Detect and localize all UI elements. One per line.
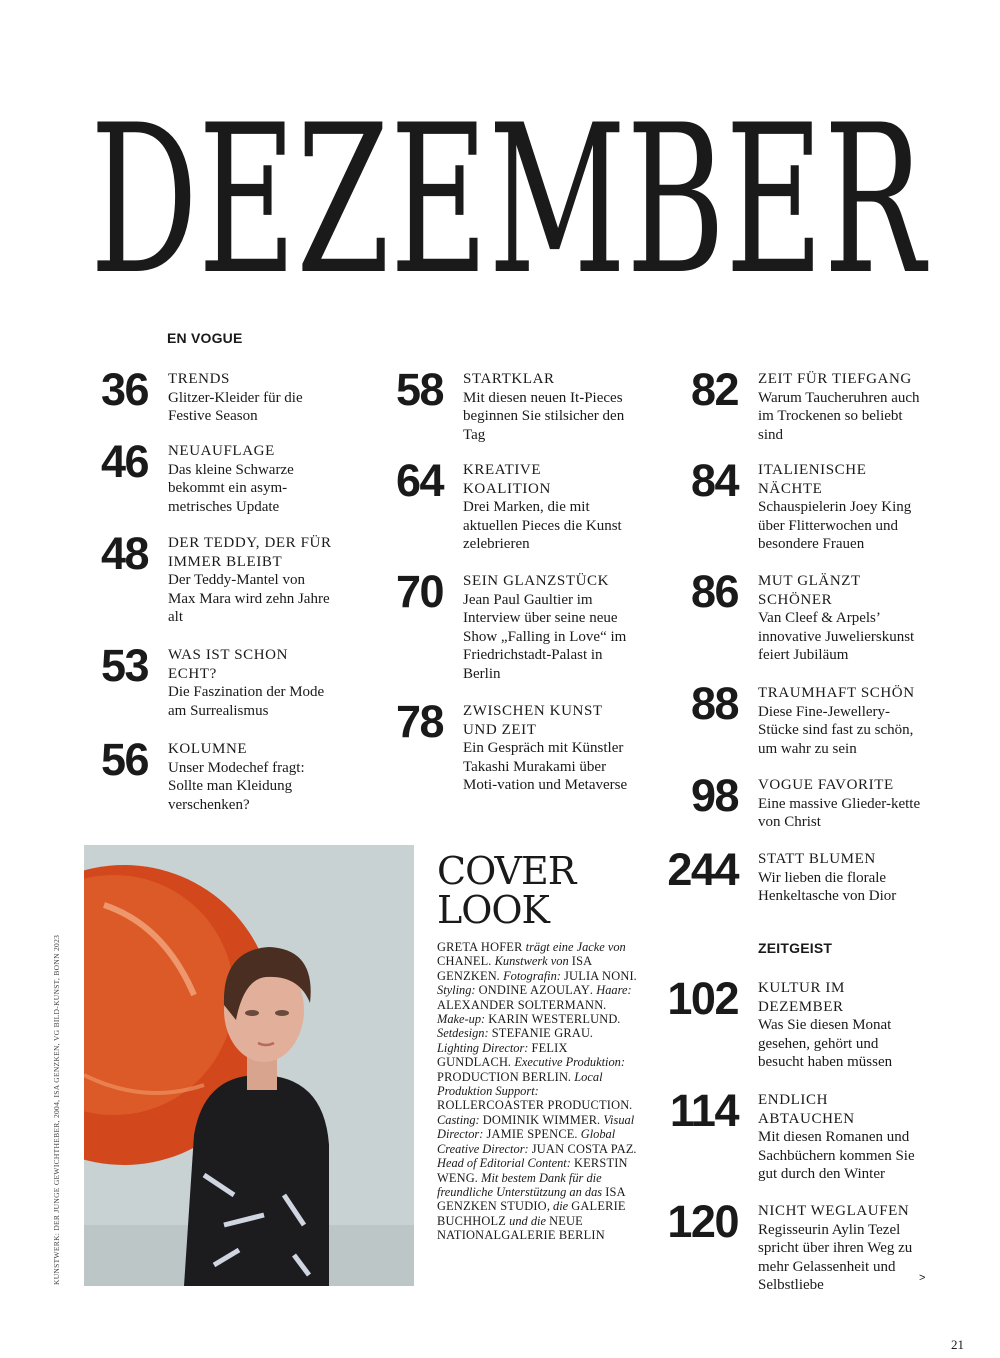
entry-title: WAS IST SCHON ECHT? bbox=[168, 647, 289, 682]
entry-title: MUT GLÄNZT SCHÖNER bbox=[758, 573, 861, 608]
credit-fragment: . Mit bestem Dank für die freundliche Unterstützung an das bbox=[437, 1170, 606, 1199]
credit-fragment: GRETA HOFER bbox=[437, 940, 523, 954]
credit-fragment: KARIN WESTERLUND bbox=[488, 1012, 618, 1027]
entry-title: ENDLICH ABTAUCHEN bbox=[758, 1092, 855, 1127]
entry-title: TRAUMHAFT SCHÖN bbox=[758, 685, 915, 701]
page-number-label: 48 bbox=[100, 528, 148, 579]
credit-fragment: . Casting: bbox=[437, 1098, 633, 1127]
page-number-label: 84 bbox=[690, 455, 738, 506]
entry-title: KULTUR IM DEZEMBER bbox=[758, 980, 845, 1015]
entry-description: Drei Marken, die mit aktuellen Pieces die Kunst zelebrieren bbox=[463, 499, 622, 553]
entry-description: Das kleine Schwarze bekommt ein asym-metrisches Update bbox=[168, 461, 294, 515]
credit-fragment: JUAN COSTA PAZ bbox=[531, 1141, 634, 1156]
credit-fragment: . Kunstwerk von bbox=[488, 954, 572, 969]
entry-description: Diese Fine-Jewellery-Stücke sind fast zu schön, um wahr zu sein bbox=[758, 703, 914, 757]
credit-fragment: KERSTIN WENG bbox=[437, 1156, 628, 1185]
page-number-label: 36 bbox=[100, 364, 148, 415]
page-number-label: 70 bbox=[395, 566, 443, 617]
credit-fragment: , die bbox=[546, 1199, 572, 1214]
credit-fragment: ISA GENZKEN bbox=[437, 954, 592, 983]
next-page-arrow: > bbox=[919, 1272, 926, 1284]
credit-fragment: . Head of Editorial Content: bbox=[437, 1141, 637, 1171]
page-number-label: 98 bbox=[690, 770, 738, 821]
entry-title: DER TEDDY, DER FÜR IMMER BLEIBT bbox=[168, 535, 332, 570]
credit-fragment: FELIX GUNDLACH bbox=[437, 1040, 568, 1070]
page-number-label: 78 bbox=[395, 696, 443, 747]
entry-description: Ein Gespräch mit Künstler Takashi Murakami über Moti-vation und Metaverse bbox=[463, 740, 628, 794]
credit-fragment: . Setdesign: bbox=[437, 1012, 621, 1041]
credit-fragment: PRODUCTION BERLIN bbox=[437, 1069, 569, 1084]
entry-title: ITALIENISCHE NÄCHTE bbox=[758, 462, 867, 497]
entry-title: ZEIT FÜR TIEFGANG bbox=[758, 371, 912, 387]
credit-fragment: DOMINIK WIMMER bbox=[482, 1112, 598, 1127]
entry-description: Was Sie diesen Monat gesehen, gehört und besucht haben müssen bbox=[758, 1017, 893, 1071]
entry-title: STARTKLAR bbox=[463, 371, 555, 387]
entry-description: Die Faszination der Mode am Surrealismus bbox=[168, 684, 325, 719]
credit-fragment: trägt eine Jacke von bbox=[522, 940, 626, 954]
credit-fragment: . Local Produktion Support: bbox=[437, 1069, 603, 1099]
credit-fragment: ONDINE AZOULAY bbox=[478, 983, 591, 998]
entry-description: Unser Modechef fragt: Sollte man Kleidung verschenken? bbox=[168, 759, 305, 813]
vertical-photo-credit: KUNSTWERK: DER JUNGE GEWICHTHEBER, 2004, ISA GENZKEN, VG BILD-KUNST, BONN 2023 bbox=[52, 934, 61, 1285]
entry-description: Der Teddy-Mantel von Max Mara wird zehn Jahre alt bbox=[168, 572, 330, 626]
entry-description: Mit diesen neuen It-Pieces beginnen Sie stilsicher den Tag bbox=[463, 389, 625, 443]
cover-look-title: COVER LOOK bbox=[437, 849, 576, 932]
page-number-label: 120 bbox=[667, 1196, 738, 1247]
credit-fragment: ROLLERCOASTER PRODUCTION bbox=[437, 1098, 630, 1113]
credit-fragment: GALERIE BUCHHOLZ bbox=[437, 1199, 626, 1228]
entry-title: KOLUMNE bbox=[168, 741, 248, 757]
entry-description: Mit diesen Romanen und Sachbüchern kommen Sie gut durch den Winter bbox=[758, 1129, 915, 1183]
cover-photo bbox=[84, 845, 414, 1286]
credit-fragment: . Fotografin: bbox=[496, 968, 565, 983]
page-number-label: 82 bbox=[690, 364, 738, 415]
entry-description: Regisseurin Aylin Tezel spricht über ihren Weg zu mehr Gelassenheit und Selbstliebe bbox=[758, 1221, 913, 1294]
page-number-label: 56 bbox=[100, 734, 148, 785]
credit-fragment: CHANEL bbox=[437, 954, 489, 969]
credit-fragment: . Haare: bbox=[590, 983, 632, 998]
entry-description: Warum Taucheruhren auch im Trockenen so beliebt sind bbox=[758, 389, 920, 443]
credit-fragment: und die bbox=[506, 1213, 550, 1228]
page-number-label: 114 bbox=[669, 1085, 738, 1136]
entry-title: NICHT WEGLAUFEN bbox=[758, 1203, 910, 1219]
section-label-zeitgeist: ZEITGEIST bbox=[758, 940, 833, 956]
entry-title: TRENDS bbox=[168, 371, 230, 387]
entry-title: VOGUE FAVORITE bbox=[758, 777, 894, 793]
page-number-label: 58 bbox=[395, 364, 443, 415]
entry-description: Wir lieben die florale Henkeltasche von Dior bbox=[758, 869, 897, 905]
page-number-label: 244 bbox=[667, 844, 738, 895]
credit-fragment: ALEXANDER SOLTERMANN bbox=[437, 997, 604, 1012]
page-number-label: 102 bbox=[667, 973, 738, 1024]
credit-fragment: JAMIE SPENCE bbox=[486, 1127, 575, 1142]
entry-description: Jean Paul Gaultier im Interview über seine neue Show „Falling in Love“ im Friedrichstadt-Palast in Berlin bbox=[463, 591, 627, 682]
entry-description: Eine massive Glieder-kette von Christ bbox=[758, 795, 921, 831]
entry-description: Van Cleef & Arpels’ innovative Juwelierskunst feiert Jubiläum bbox=[758, 610, 915, 664]
entry-description: Schauspielerin Joey King über Flitterwochen und besondere Frauen bbox=[758, 499, 912, 553]
credit-fragment: . Styling: bbox=[437, 968, 637, 998]
entry-title: NEUAUFLAGE bbox=[168, 443, 275, 459]
page-number-label: 46 bbox=[100, 436, 148, 487]
page-number-label: 86 bbox=[690, 566, 738, 617]
svg-text:DEZEMBER: DEZEMBER bbox=[90, 108, 929, 298]
credit-fragment: . Lighting Director: bbox=[437, 1026, 594, 1055]
page-number-label: 64 bbox=[395, 455, 443, 506]
entry-title: STATT BLUMEN bbox=[758, 851, 876, 867]
masthead-title bbox=[90, 108, 930, 298]
cover-credits bbox=[437, 940, 637, 1243]
page-number-label: 53 bbox=[100, 640, 148, 691]
credit-fragment: STEFANIE GRAU bbox=[491, 1026, 591, 1041]
page-number-label: 88 bbox=[690, 678, 738, 729]
entry-title: KREATIVE KOALITION bbox=[463, 462, 551, 497]
credit-fragment: . Make-up: bbox=[437, 997, 607, 1027]
credit-fragment: . Global Creative Director: bbox=[437, 1127, 616, 1156]
section-label-en-vogue: EN VOGUE bbox=[167, 330, 243, 346]
credit-fragment: . Executive Produktion: bbox=[508, 1055, 625, 1070]
credit-fragment: ISA GENZKEN STUDIO bbox=[437, 1184, 626, 1214]
entry-title: ZWISCHEN KUNST UND ZEIT bbox=[463, 703, 603, 738]
credit-fragment: . Visual Director: bbox=[437, 1112, 635, 1142]
page-number: 21 bbox=[951, 1337, 964, 1352]
credit-fragment: JULIA NONI bbox=[564, 968, 634, 983]
entry-title: SEIN GLANZSTÜCK bbox=[463, 573, 610, 589]
credit-fragment: NEUE NATIONALGALERIE BERLIN bbox=[437, 1213, 605, 1243]
entry-description: Glitzer-Kleider für die Festive Season bbox=[168, 389, 303, 425]
